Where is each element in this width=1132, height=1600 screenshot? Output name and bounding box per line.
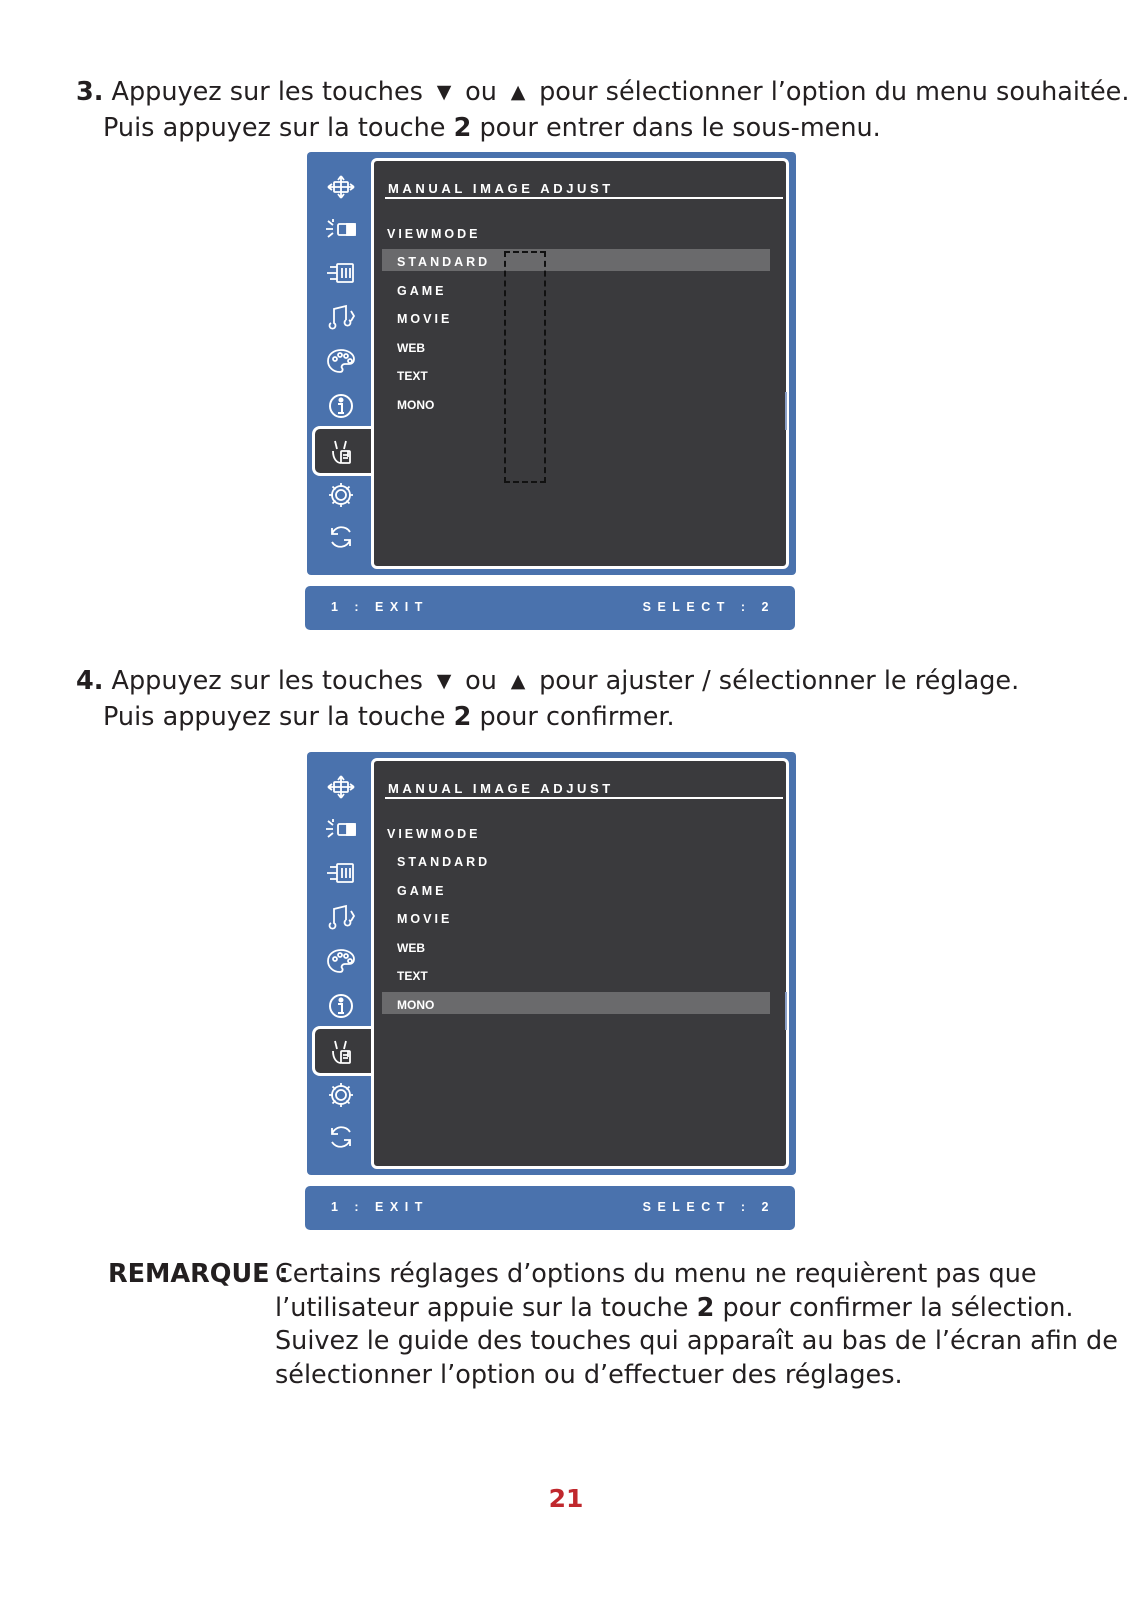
note-line: Suivez le guide des touches qui apparaît au bas de l’écran afin de [275,1326,1118,1356]
option-web[interactable]: WEB [397,941,425,955]
setup-icon[interactable] [321,1078,361,1112]
selection-highlight [382,992,770,1014]
step-text: Puis appuyez sur la touche [103,113,446,143]
title-divider [385,197,783,199]
scroll-indicator [785,992,787,1030]
information-icon[interactable] [321,989,361,1023]
step-text: Puis appuyez sur la touche [103,702,446,732]
option-text[interactable]: TEXT [397,969,428,983]
note-line: sélectionner l’option ou d’effectuer des réglages. [275,1359,903,1390]
scroll-indicator [785,392,787,430]
note-line [275,1292,1074,1326]
audio-icon[interactable] [321,300,361,334]
color-adjust-icon[interactable] [321,256,361,290]
option-standard[interactable]: STANDARD [397,255,491,269]
brightness-icon[interactable] [321,212,361,246]
manual-image-adjust-icon[interactable] [321,435,361,469]
step-text: pour confirmer. [479,702,675,732]
up-arrow-icon: ▲ [510,670,526,692]
key-number: 2 [696,1292,715,1323]
step-text: pour entrer dans le sous-menu. [479,113,881,143]
osd-panel [371,158,789,569]
submenu-heading: VIEWMODE [387,227,481,241]
input-select-icon[interactable] [321,170,361,204]
menu-title: MANUAL IMAGE ADJUST [388,781,614,796]
option-game[interactable]: GAME [397,284,447,298]
option-movie[interactable]: MOVIE [397,912,453,926]
option-standard[interactable]: STANDARD [397,855,491,869]
dashed-callout-box [504,251,546,483]
key-number: 2 [453,113,472,143]
title-divider [385,797,783,799]
key-number: 2 [453,702,472,732]
manual-image-adjust-icon[interactable] [321,1035,361,1069]
color-palette-icon[interactable] [321,944,361,978]
step-text: ou [465,77,497,107]
exit-key-label[interactable]: 1 : EXIT [331,1200,429,1214]
note-text [275,1258,1118,1392]
option-game[interactable]: GAME [397,884,447,898]
memory-recall-icon[interactable] [321,1120,361,1154]
option-mono[interactable]: MONO [397,998,435,1012]
brightness-icon[interactable] [321,812,361,846]
step-text: Appuyez sur les touches [111,666,423,696]
note-text-fragment: pour confirmer la sélection. [722,1292,1074,1323]
step-4-instruction [76,664,1019,734]
option-mono[interactable]: MONO [397,398,435,412]
option-web[interactable]: WEB [397,341,425,355]
submenu-heading: VIEWMODE [387,827,481,841]
step-text: Appuyez sur les touches [111,77,423,107]
page-number: 21 [548,1484,584,1513]
step-text: ou [465,666,497,696]
down-arrow-icon: ▼ [436,670,452,692]
audio-icon[interactable] [321,900,361,934]
color-adjust-icon[interactable] [321,856,361,890]
option-text[interactable]: TEXT [397,369,428,383]
note-label: REMARQUE : [108,1259,289,1289]
menu-title: MANUAL IMAGE ADJUST [388,181,614,196]
down-arrow-icon: ▼ [436,81,452,103]
memory-recall-icon[interactable] [321,520,361,554]
up-arrow-icon: ▲ [510,81,526,103]
osd-key-guide-bar [305,586,795,630]
osd-panel [371,758,789,1169]
note-line: Certains réglages d’options du menu ne requièrent pas que [275,1259,1037,1289]
osd-key-guide-bar [305,1186,795,1230]
color-palette-icon[interactable] [321,344,361,378]
input-select-icon[interactable] [321,770,361,804]
select-key-label[interactable]: SELECT : 2 [642,600,775,614]
information-icon[interactable] [321,389,361,423]
step-number: 3. [76,77,104,107]
note-text-fragment: l’utilisateur appuie sur la touche [275,1292,689,1323]
step-text: pour sélectionner l’option du menu souhaitée. [539,77,1130,107]
option-movie[interactable]: MOVIE [397,312,453,326]
step-3-instruction [76,75,1129,145]
setup-icon[interactable] [321,478,361,512]
step-number: 4. [76,666,104,696]
exit-key-label[interactable]: 1 : EXIT [331,600,429,614]
select-key-label[interactable]: SELECT : 2 [642,1200,775,1214]
step-text: pour ajuster / sélectionner le réglage. [539,666,1020,696]
